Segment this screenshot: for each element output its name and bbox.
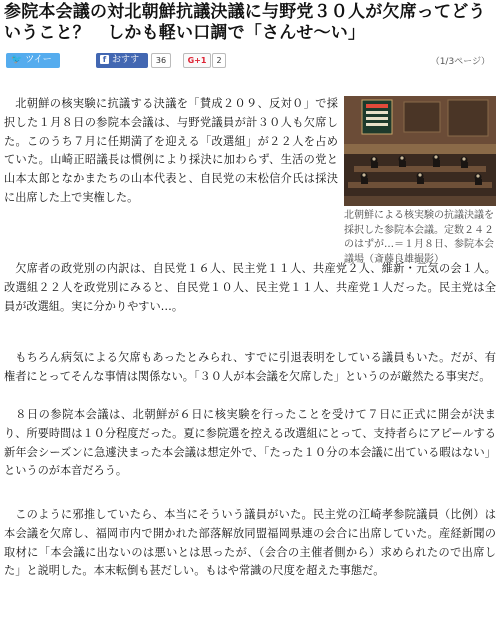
- article-photo[interactable]: [344, 96, 496, 206]
- page-indicator: （1/3ページ）: [430, 57, 490, 67]
- article-paragraph-4: ８日の参院本会議は、北朝鮮が６日に核実験を行ったことを受けて７日に正式に開会が決まり、所要時間は１０分程度だった。夏に参院選を控える改選組にとって、支持者らにアピールする新年会シーズンに急遽決まった本会議は想定外で、「たった１０分の本会議に出ている暇はない」というのが本音だろう。: [4, 408, 496, 478]
- google-plus-count: 2: [212, 53, 226, 68]
- share-bar: [6, 53, 496, 80]
- article-paragraph-5: このように邪推していたら、本当にそういう議員がいた。民主党の江崎孝参院議員（比例）は本会議を欠席し、福岡市内で開かれた部落解放同盟福岡県連の会合に出席していた。産経新聞の取材に「本会議に出ないのは悪いとは思ったが、（会合の主催者側から）求められたので出席した」と説明した。本末転倒も甚だしい。もはや常識の尺度を超えた事態だ。: [4, 508, 496, 578]
- facebook-icon: f: [100, 55, 109, 64]
- article-paragraph-1: 北朝鮮の核実験に抗議する決議を「賛成２０９、反対０」で採択した１月８日の参院本会議は、与野党議員が計３０人も欠席した。このうち７月に任期満了を迎える「改選組」が２２人を占めていた。山崎正昭議長は慣例により採決に加わらず、生活の党と山本太郎となかまたちの山本代表と、自民党の末松信介氏は採決に出席した上で実権した。: [4, 97, 338, 204]
- facebook-count: 36: [151, 53, 171, 68]
- facebook-recommend-button[interactable]: [96, 53, 148, 80]
- article-paragraph-3: もちろん病気による欠席もあったとみられ、すでに引退表明をしている議員もいた。だが、有権者にとってそんな事情は関係ない。「３０人が本会議を欠席した」というのが厳然たる事実だ。: [4, 351, 496, 383]
- tweet-button[interactable]: [6, 53, 60, 80]
- article-title: 参院本会議の対北朝鮮抗議決議に与野党３０人が欠席ってどういうこと？ しかも軽い口調で「さんせ～い」: [4, 2, 486, 43]
- google-plus-button[interactable]: G+1: [183, 53, 211, 68]
- diet-chamber-photo: [344, 96, 496, 206]
- photo-caption: 北朝鮮による核実験の抗議決議を採択した参院本会議。定数２４２のはずが…＝１月８日、参院本会議場（斎藤良雄撮影）: [344, 210, 494, 265]
- article-paragraph-2: 欠席者の政党別の内訳は、自民党１６人、民主党１１人、共産党２人、維新・元気の会１人。改選組２２人を政党別にみると、自民党１０人、民主党１１人、共産党１人だった。民主党は全員が改選組。実に分かりやすい…。: [4, 262, 496, 313]
- tweet-label: ツイート: [6, 55, 52, 80]
- facebook-label: おすすめ: [96, 55, 140, 80]
- twitter-bird-icon: 🐦: [11, 55, 23, 65]
